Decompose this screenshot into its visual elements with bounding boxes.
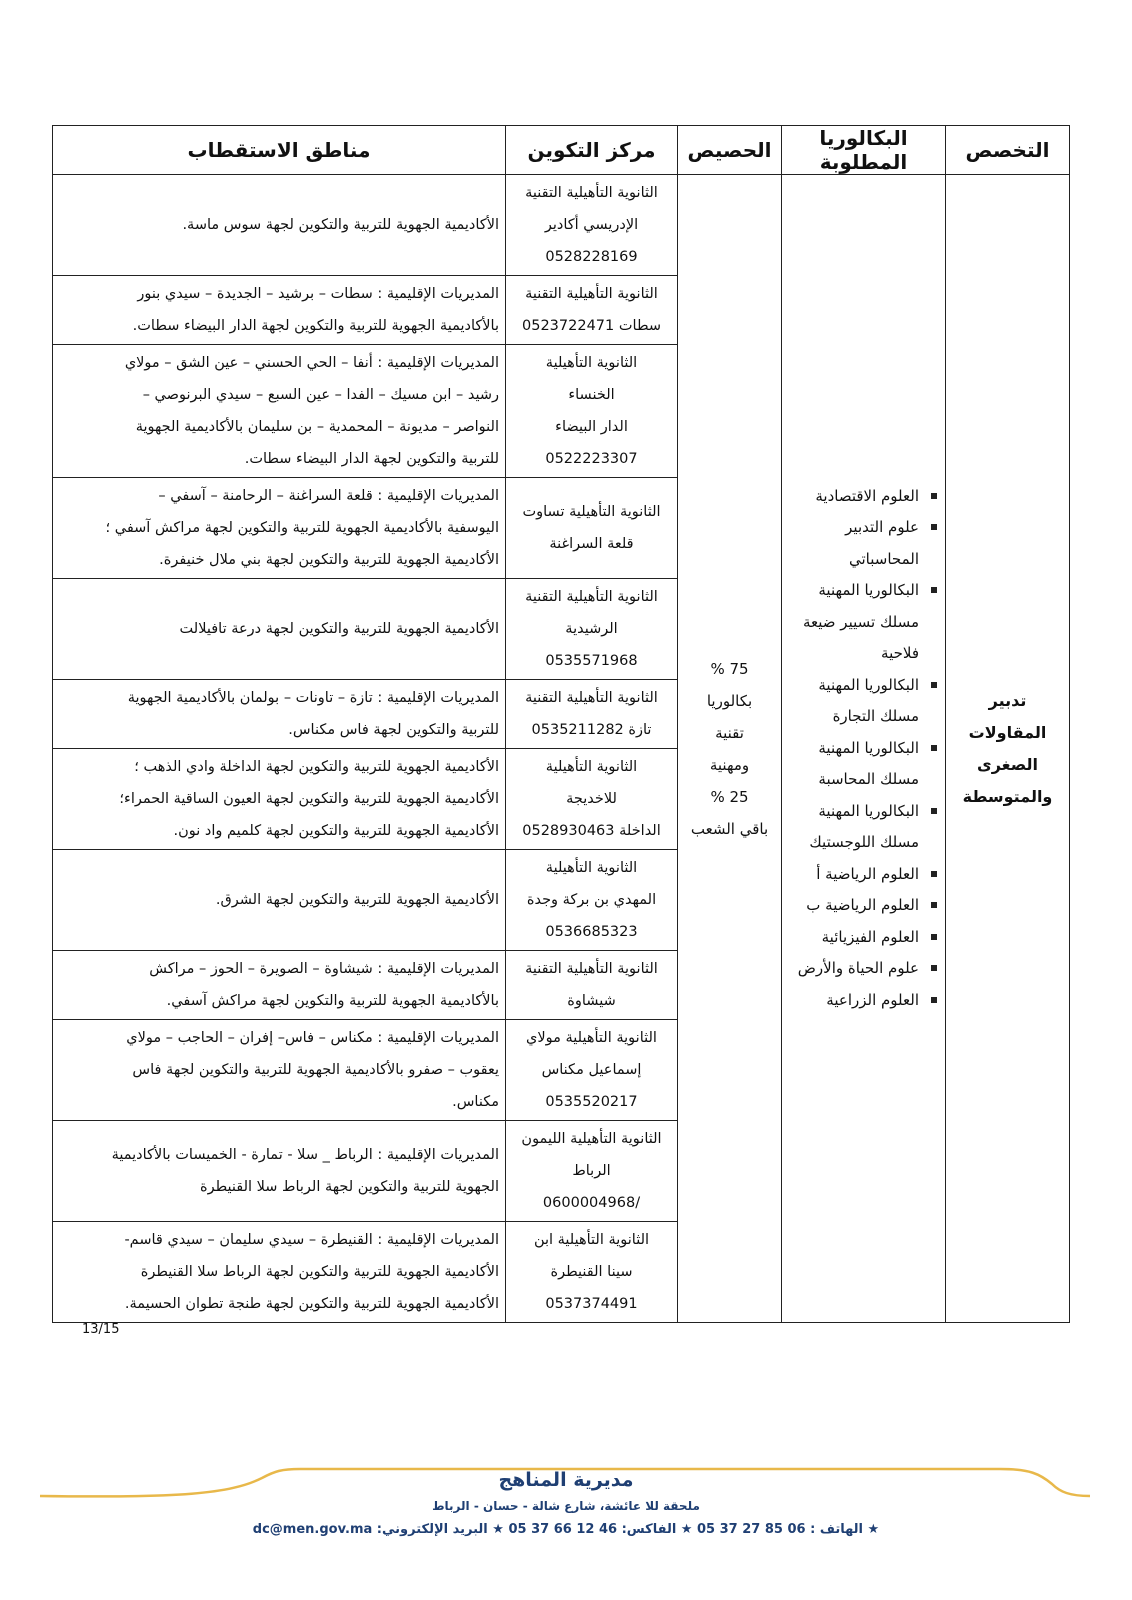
zone-cell <box>53 579 506 680</box>
bac-item <box>788 985 937 1017</box>
zone-line: المديريات الإقليمية : القنيطرة – سيدي سليمان – سيدي قاسم- <box>124 1232 499 1248</box>
center-line: الثانوية التأهيلية تساوت <box>522 504 661 520</box>
zone-line: الأكاديمية الجهوية للتربية والتكوين لجهة سوس ماسة. <box>182 217 499 233</box>
header-zones: مناطق الاستقطاب <box>53 126 506 175</box>
center-line: الثانوية التأهيلية الليمون <box>521 1131 662 1147</box>
quota-line: باقي الشعب <box>690 819 769 838</box>
bac-item-line: البكالوريا المهنية <box>818 581 919 600</box>
bullet-icon <box>931 934 937 940</box>
bullet-icon <box>931 682 937 688</box>
bac-cell <box>782 175 946 1323</box>
zone-line: بالأكاديمية الجهوية للتربية والتكوين لجهة مراكش آسفي. <box>166 993 499 1009</box>
center-line: تازة 0535211282 <box>531 722 652 738</box>
center-line: الثانوية التأهيلية التقنية <box>525 961 658 977</box>
bac-item <box>788 796 937 859</box>
page-number: 13/15 <box>82 1322 120 1337</box>
bac-item <box>788 512 937 575</box>
bullet-icon <box>931 745 937 751</box>
center-line: الثانوية التأهيلية ابن <box>533 1232 650 1248</box>
zone-cell <box>53 850 506 951</box>
center-cell <box>506 850 678 951</box>
bullet-icon <box>931 902 937 908</box>
bac-item-line: مسلك التجارة <box>832 707 919 726</box>
header-bac: البكالوريا المطلوبة <box>782 126 946 175</box>
center-cell <box>506 175 678 276</box>
zone-cell <box>53 1121 506 1222</box>
bac-item-line: المحاسباتي <box>848 549 919 568</box>
center-line: /0600004968 <box>542 1195 641 1211</box>
zone-line: المديريات الإقليمية : قلعة السراغنة – الرحامنة – آسفي – <box>158 488 499 504</box>
center-line: الثانوية التأهيلية التقنية <box>525 589 658 605</box>
quota-line: 75 % <box>710 659 749 678</box>
center-line: الثانوية التأهيلية <box>545 860 638 876</box>
specialty-cell <box>946 175 1070 1323</box>
table-row <box>53 175 1070 276</box>
center-line: 0537374491 <box>545 1296 638 1312</box>
zone-line: النواصر – مديونة – المحمدية – بن سليمان بالأكاديمية الجهوية <box>135 419 499 435</box>
zone-line: المديريات الإقليمية : شيشاوة – الصويرة – الحوز – مراكش <box>149 961 499 977</box>
bac-item <box>788 481 937 513</box>
training-centers-table <box>52 125 1070 1323</box>
center-cell <box>506 345 678 478</box>
bullet-icon <box>931 871 937 877</box>
center-line: سينا القنيطرة <box>550 1264 633 1280</box>
bullet-icon <box>931 808 937 814</box>
center-line: الثانوية التأهيلية التقنية <box>525 286 658 302</box>
center-line: الداخلة 0528930463 <box>522 823 661 839</box>
center-line: الثانوية التأهيلية التقنية <box>525 690 658 706</box>
zone-line: اليوسفية بالأكاديمية الجهوية للتربية والتكوين لجهة مراكش آسفي ؛ <box>105 520 499 536</box>
zone-cell <box>53 345 506 478</box>
zone-line: الأكاديمية الجهوية للتربية والتكوين لجهة الداخلة وادي الذهب ؛ <box>134 759 499 775</box>
zone-line: يعقوب – صفرو بالأكاديمية الجهوية للتربية والتكوين لجهة فاس <box>132 1062 499 1078</box>
footer-title: مديرية المناهج <box>498 1469 634 1491</box>
center-line: للاخديجة <box>566 791 617 807</box>
zone-cell <box>53 951 506 1020</box>
table-header-row <box>53 126 1070 175</box>
center-cell <box>506 478 678 579</box>
center-line: الثانوية التأهيلية <box>545 759 638 775</box>
center-line: الثانوية التأهيلية التقنية <box>525 185 658 201</box>
center-cell <box>506 749 678 850</box>
bullet-icon <box>931 965 937 971</box>
bac-item-line: مسلك تسيير ضيعة <box>803 612 919 631</box>
zone-line: الأكاديمية الجهوية للتربية والتكوين لجهة بني ملال خنيفرة. <box>159 552 499 568</box>
center-cell <box>506 276 678 345</box>
center-line: الإدريسي أكادير <box>544 217 639 233</box>
zone-line: الجهوية للتربية والتكوين لجهة الرباط سلا القنيطرة <box>200 1179 499 1195</box>
zone-line: المديريات الإقليمية : تازة – تاونات – بولمان بالأكاديمية الجهوية <box>127 690 499 706</box>
center-cell <box>506 680 678 749</box>
center-cell <box>506 1222 678 1323</box>
center-line: الخنساء <box>568 387 615 403</box>
zone-line: الأكاديمية الجهوية للتربية والتكوين لجهة طنجة تطوان الحسيمة. <box>124 1296 499 1312</box>
zone-cell <box>53 175 506 276</box>
zone-line: الأكاديمية الجهوية للتربية والتكوين لجهة درعة تافيلالت <box>179 621 499 637</box>
bac-item-line: العلوم الفيزيائية <box>821 927 919 946</box>
bullet-icon <box>931 493 937 499</box>
bac-item-line: علوم الحياة والأرض <box>797 959 919 978</box>
center-cell <box>506 1020 678 1121</box>
bullet-icon <box>931 997 937 1003</box>
bac-item-line: فلاحية <box>881 644 919 663</box>
bac-item-line: البكالوريا المهنية <box>818 801 919 820</box>
center-line: 0535571968 <box>545 653 638 669</box>
specialty-line: والمتوسطة <box>962 786 1053 806</box>
zone-line: الأكاديمية الجهوية للتربية والتكوين لجهة كلميم واد نون. <box>173 823 499 839</box>
center-line: 0528228169 <box>545 249 638 265</box>
bac-item <box>788 890 937 922</box>
center-line: 0536685323 <box>545 924 638 940</box>
zone-line: للتربية والتكوين لجهة فاس مكناس. <box>288 722 499 738</box>
bac-item-line: البكالوريا المهنية <box>818 738 919 757</box>
quota-line: تقنية <box>715 723 744 742</box>
bac-item-line: العلوم الاقتصادية <box>815 486 919 505</box>
zone-line: المديريات الإقليمية : الرباط _ سلا - تمارة - الخميسات بالأكاديمية <box>111 1147 499 1163</box>
header-specialty: التخصص <box>946 126 1070 175</box>
specialty-line: الصغرى <box>977 754 1038 774</box>
zone-line: الأكاديمية الجهوية للتربية والتكوين لجهة الرباط سلا القنيطرة <box>140 1264 499 1280</box>
bac-item-line: مسلك المحاسبة <box>818 770 919 789</box>
bac-item-line: مسلك اللوجستيك <box>809 833 919 852</box>
center-line: قلعة السراغنة <box>549 536 634 552</box>
zone-cell <box>53 1222 506 1323</box>
bac-item-line: العلوم الرياضية أ <box>816 864 919 883</box>
bac-item-line: العلوم الزراعية <box>826 990 919 1009</box>
center-line: إسماعيل مكناس <box>541 1062 642 1078</box>
bullet-icon <box>931 587 937 593</box>
zone-line: للتربية والتكوين لجهة الدار البيضاء سطات. <box>244 451 499 467</box>
header-quota: الحصيص <box>678 126 782 175</box>
bac-item <box>788 953 937 985</box>
bac-item <box>788 733 937 796</box>
zone-line: مكناس. <box>452 1094 499 1110</box>
center-line: شيشاوة <box>567 993 616 1009</box>
bullet-icon <box>931 524 937 530</box>
page-footer <box>0 1452 1132 1600</box>
center-cell <box>506 951 678 1020</box>
center-line: الثانوية التأهيلية مولاي <box>526 1030 657 1046</box>
bac-item-line: البكالوريا المهنية <box>818 675 919 694</box>
zone-line: الأكاديمية الجهوية للتربية والتكوين لجهة العيون الساقية الحمراء؛ <box>119 791 499 807</box>
center-cell <box>506 1121 678 1222</box>
zone-line: المديريات الإقليمية : أنفا – الحي الحسني – عين الشق – مولاي <box>124 355 499 371</box>
zone-cell <box>53 1020 506 1121</box>
specialty-line: تدبير المقاولات <box>968 690 1047 742</box>
center-line: 0535520217 <box>545 1094 638 1110</box>
zone-line: رشيد – ابن مسيك – الفدا – عين السبع – سيدي البرنوصي – <box>142 387 499 403</box>
bac-item <box>788 575 937 670</box>
footer-address: ملحقة للا عائشة، شارع شالة - حسان - الرباط <box>432 1499 700 1513</box>
bac-item-line: العلوم الرياضية ب <box>806 896 919 915</box>
center-line: الرشيدية <box>565 621 618 637</box>
center-line: الرباط <box>572 1163 611 1179</box>
center-line: سطات 0523722471 <box>522 318 661 334</box>
zone-line: بالأكاديمية الجهوية للتربية والتكوين لجهة الدار البيضاء سطات. <box>132 318 499 334</box>
bac-list <box>788 481 937 1017</box>
center-line: المهدي بن بركة وجدة <box>526 892 657 908</box>
quota-line: ومهنية <box>709 755 750 774</box>
zone-cell <box>53 478 506 579</box>
bac-item-line: علوم التدبير <box>845 518 919 537</box>
quota-line: بكالوريا <box>706 691 753 710</box>
quota-cell <box>678 175 782 1323</box>
table-body <box>53 175 1070 1323</box>
zone-line: الأكاديمية الجهوية للتربية والتكوين لجهة الشرق. <box>215 892 499 908</box>
zone-cell <box>53 276 506 345</box>
center-line: الدار البيضاء <box>555 419 628 435</box>
header-center: مركز التكوين <box>506 126 678 175</box>
bac-item <box>788 670 937 733</box>
center-line: 0522223307 <box>545 451 638 467</box>
bac-item <box>788 859 937 891</box>
bac-item <box>788 922 937 954</box>
zone-cell <box>53 680 506 749</box>
center-cell <box>506 579 678 680</box>
zone-line: المديريات الإقليمية : سطات – برشيد – الجديدة – سيدي بنور <box>137 286 499 302</box>
center-line: الثانوية التأهيلية <box>545 355 638 371</box>
zone-cell <box>53 749 506 850</box>
quota-line: 25 % <box>710 787 749 806</box>
zone-line: المديريات الإقليمية : مكناس – فاس– إفران – الحاجب – مولاي <box>126 1030 499 1046</box>
footer-contact: ★ الهاتف : 06 85 27 37 05 ★ الفاكس: 46 12 66 37 05 ★ البريد الإلكتروني: dc@men.gov.ma <box>252 1522 880 1537</box>
